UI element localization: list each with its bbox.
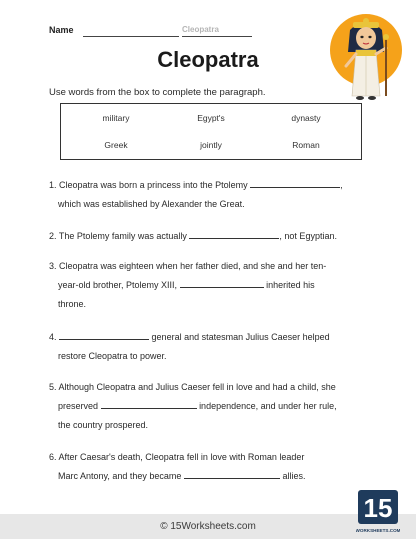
logo-caption: WORKSHEETS.COM	[356, 528, 400, 533]
question-text: After Caesar's death, Cleopatra fell in love with Roman leader	[58, 452, 305, 462]
answer-blank[interactable]	[101, 399, 197, 409]
question-number: 2.	[49, 231, 57, 241]
question-number: 3.	[49, 261, 57, 271]
question-number: 6.	[49, 452, 57, 462]
word-bank-item: Egypt's	[197, 113, 225, 123]
instructions: Use words from the box to complete the paragraph.	[49, 87, 266, 98]
question-text: preserved	[58, 401, 99, 411]
word-bank-item: dynasty	[291, 113, 321, 123]
page-title: Cleopatra	[157, 47, 259, 72]
question-6	[49, 448, 379, 486]
question-4	[49, 328, 379, 366]
question-text: Cleopatra was born a princess into the Ptolemy	[59, 180, 248, 190]
answer-blank[interactable]	[59, 330, 149, 340]
question-text: which was established by Alexander the Great.	[58, 199, 245, 209]
question-text: , not Egyptian.	[279, 231, 337, 241]
footer-bar	[0, 514, 416, 539]
footer-copyright: © 15Worksheets.com	[160, 521, 256, 532]
word-bank-item: military	[102, 113, 130, 123]
question-number: 5.	[49, 382, 57, 392]
question-text: Cleopatra was eighteen when her father died, and she and her ten-	[59, 261, 327, 271]
word-bank-item: Roman	[292, 140, 320, 150]
topic-line	[182, 36, 252, 37]
answer-blank[interactable]	[189, 229, 279, 239]
question-text: general and statesman Julius Caeser helped	[151, 332, 330, 342]
question-3	[49, 257, 379, 314]
name-label: Name	[49, 25, 74, 35]
word-bank	[60, 103, 362, 160]
question-text: independence, and under her rule,	[199, 401, 337, 411]
question-text: The Ptolemy family was actually	[58, 231, 187, 241]
question-number: 1.	[49, 180, 57, 190]
worksheets-logo-icon	[356, 488, 400, 536]
question-number: 4.	[49, 332, 57, 342]
name-field-line[interactable]	[83, 36, 179, 37]
answer-blank[interactable]	[180, 278, 264, 288]
question-2	[49, 227, 379, 246]
question-text: Although Cleopatra and Julius Caeser fell in love and had a child, she	[58, 382, 336, 392]
answer-blank[interactable]	[184, 469, 280, 479]
question-text: restore Cleopatra to power.	[58, 351, 167, 361]
answer-blank[interactable]	[250, 178, 340, 188]
logo-number: 15	[363, 493, 393, 523]
question-text: ,	[340, 180, 343, 190]
word-bank-item: Greek	[104, 140, 128, 150]
question-text: Marc Antony, and they became	[58, 471, 182, 481]
word-bank-item: jointly	[200, 140, 222, 150]
cleopatra-illustration	[320, 8, 410, 103]
question-text: year-old brother, Ptolemy XIII,	[58, 280, 178, 290]
question-text: throne.	[58, 299, 87, 309]
topic-label: Cleopatra	[182, 25, 219, 34]
question-1	[49, 176, 379, 214]
question-5	[49, 378, 379, 435]
question-text: the country prospered.	[58, 420, 149, 430]
question-text: inherited his	[266, 280, 315, 290]
question-text: allies.	[282, 471, 306, 481]
